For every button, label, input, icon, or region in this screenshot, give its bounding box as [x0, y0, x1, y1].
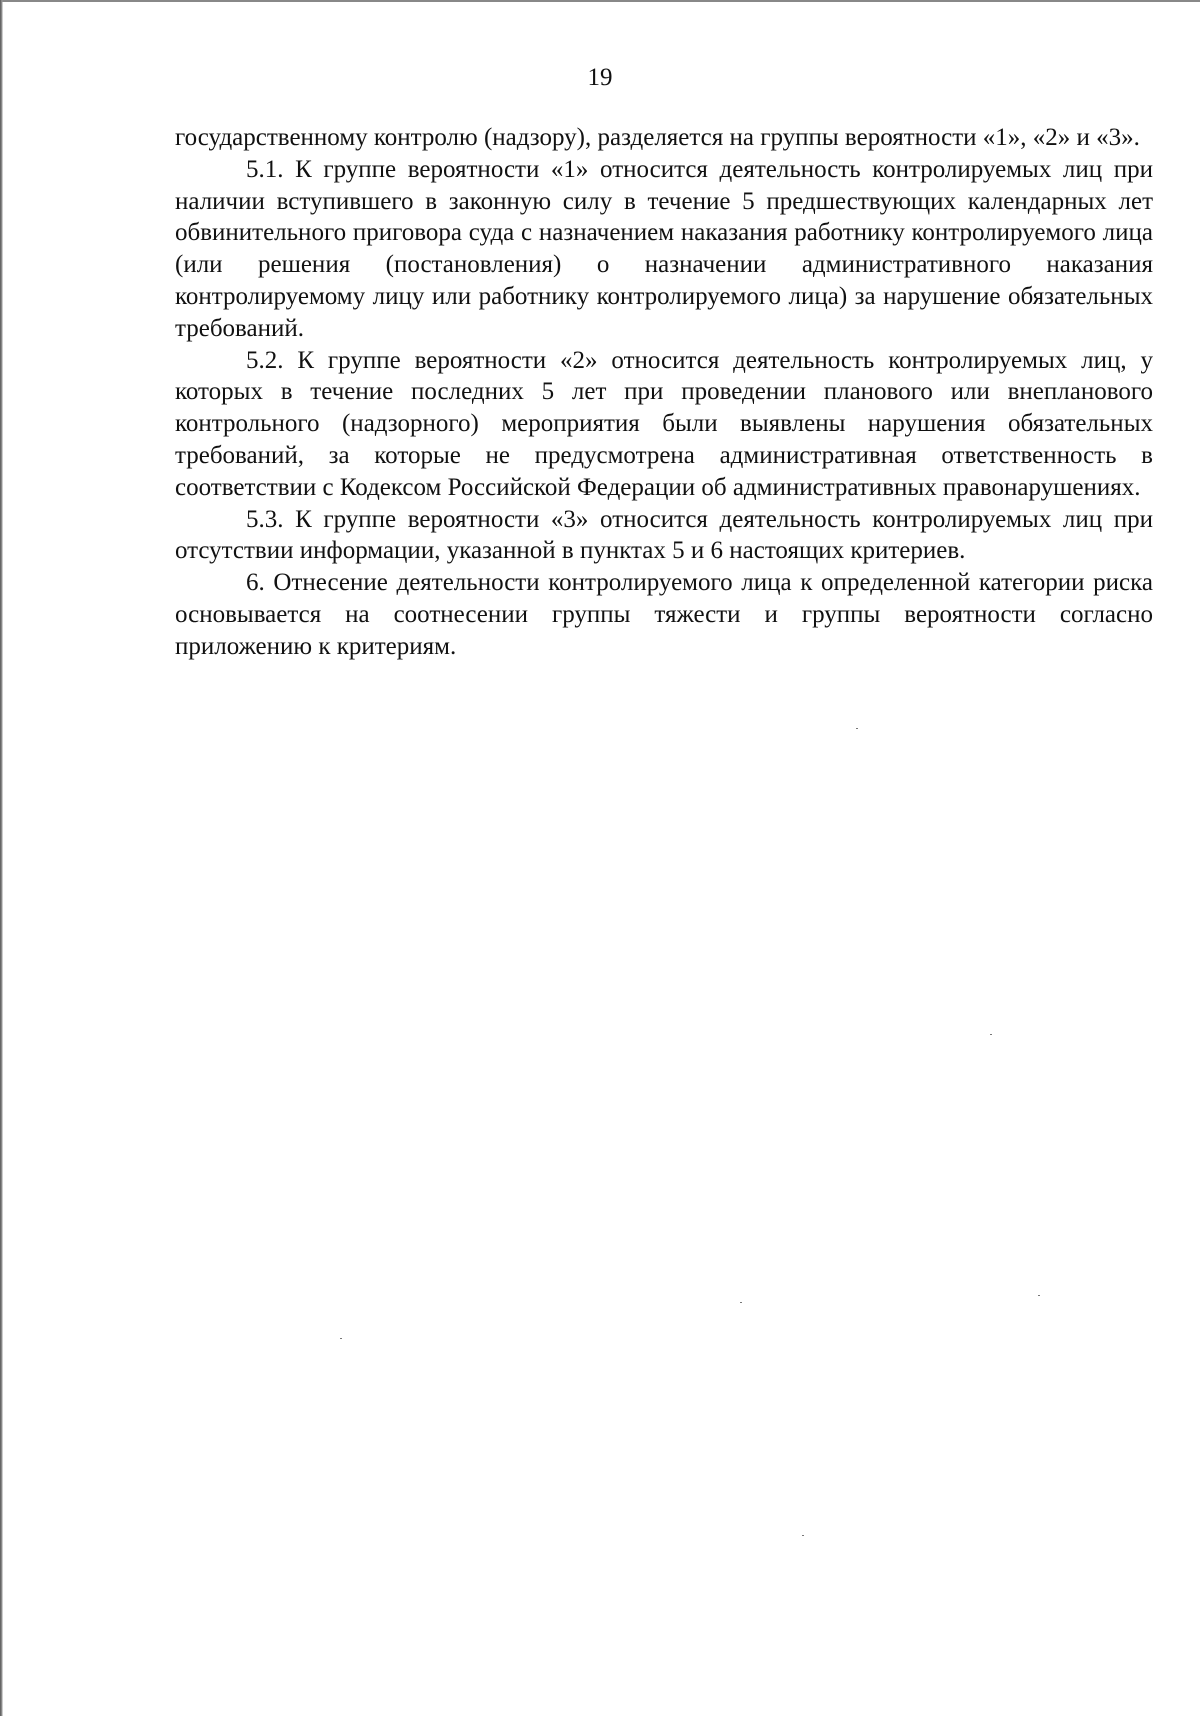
scan-speck: [802, 1535, 804, 1536]
scan-speck: [340, 1338, 342, 1339]
scan-speck: [740, 1302, 742, 1303]
document-body: [175, 122, 1153, 663]
scan-speck: [1038, 1295, 1040, 1296]
paragraph-5-1: 5.1. К группе вероятности «1» относится деятельность контролируемых лиц при наличии вступившего в законную силу в течение 5 предшествующих календарных лет обвинительного приговора суда с назначением наказания работнику контролируемого лица (или решения (постановления) о назначении административного наказания контролируемому лицу или работнику контролируемого лица) за нарушение обязательных требований.: [175, 155, 1153, 342]
page-number: 19: [587, 64, 613, 91]
scan-speck: [856, 728, 858, 729]
scan-top-edge: [0, 0, 1200, 2]
paragraph-5-3: 5.3. К группе вероятности «3» относится деятельность контролируемых лиц при отсутствии информации, указанной в пунктах 5 и 6 настоящих критериев.: [175, 505, 1153, 565]
paragraph-continuation: государственному контролю (надзору), разделяется на группы вероятности «1», «2» и «3».: [175, 124, 1140, 151]
scan-speck: [990, 1034, 992, 1035]
paragraph-6: 6. Отнесение деятельности контролируемого лица к определенной категории риска основывается на соотнесении группы тяжести и группы вероятности согласно приложению к критериям.: [175, 569, 1153, 660]
paragraph-5-2: 5.2. К группе вероятности «2» относится деятельность контролируемых лиц, у которых в течение последних 5 лет при проведении планового или внепланового контрольного (надзорного) мероприятия были выявлены нарушения обязательных требований, за которые не предусмотрена административная ответственность в соответствии с Кодексом Российской Федерации об административных правонарушениях.: [175, 346, 1153, 501]
scan-left-edge: [0, 0, 3, 1716]
